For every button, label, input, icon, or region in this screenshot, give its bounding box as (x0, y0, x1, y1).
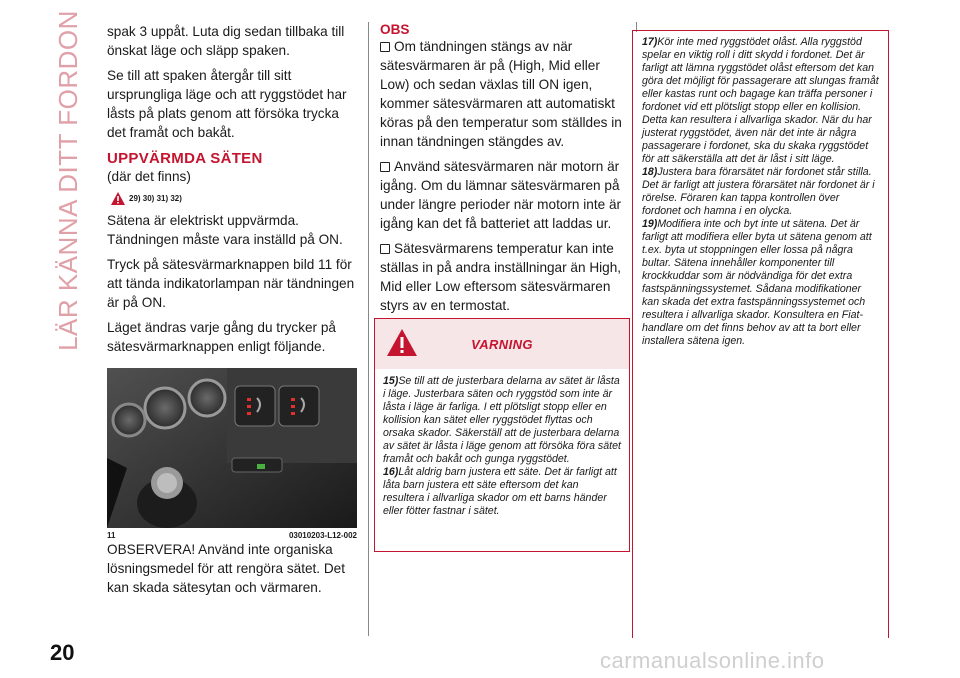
right-column (642, 36, 880, 348)
checkbox-bullet-icon (380, 42, 390, 52)
left-column (107, 22, 357, 603)
warning-title: VARNING (471, 336, 533, 352)
paragraph: Läget ändras varje gång du trycker på sätesvärmarknappen enligt följande. (107, 320, 336, 354)
warning-triangle-icon (387, 329, 417, 356)
paragraph: Sätena är elektriskt uppvärmda. Tändningen måste vara inställd på ON. (107, 213, 343, 247)
figure-caption (107, 531, 357, 540)
paragraph: spak 3 uppåt. Luta dig sedan tillbaka till önskat läge och släpp spaken. (107, 24, 345, 58)
middle-column (380, 22, 630, 321)
warning-item: 15)Se till att de justerbara delarna av sätet är låsta i läge. Justerbara säten och ryggstöd som inte är låsta i läge är farliga. I ett plötsligt stopp eller en kollision kan sätet eller ryggstödet flyttas och orsaka skador. Säkerställ att de justerbara delarna av sätet är låsta i läge genom att försöka föra sätet framåt och bakåt och gunga ryggstödet. (383, 375, 621, 465)
obs-bullet: Sätesvärmarens temperatur kan inte ställas in på andra inställningar än High, Mid eller Low eftersom sätesvärmaren styrs av en termostat. (380, 241, 622, 313)
section-heading: UPPVÄRMDA SÄTEN (107, 150, 263, 167)
section-subheading: (där det finns) (107, 169, 191, 184)
obs-bullet: Använd sätesvärmaren när motorn är igång. Om du lämnar sätesvärmaren på under längre perioder när motorn inte är igång kan det få batteriet att laddas ur. (380, 159, 622, 231)
checkbox-bullet-icon (380, 244, 390, 254)
watermark: carmanualsonline.info (600, 648, 825, 673)
chapter-side-title: LÄR KÄNNA DITT FORDON (52, 9, 83, 351)
warning-box (374, 318, 630, 552)
checkbox-bullet-icon (380, 162, 390, 172)
warning-item: 18)Justera bara förarsätet när fordonet står stilla. Det är farligt att justera förarsätet när fordonet är i rörelse. Föraren kan tappa kontrollen över fordonet och hamna i en olycka. (642, 166, 875, 217)
figure-number: 11 (107, 531, 116, 540)
obs-heading: OBS (380, 22, 410, 37)
warning-reference: 29) 30) 31) 32) (111, 192, 357, 205)
warning-item: 19)Modifiera inte och byt inte ut sätena. Det är farligt att modifiera eller byta ut sätena genom att t.ex. byta ut stoppningen eller lossa på några bultar. Sätena innehåller komponenter till krockkuddar som är nödvändiga för det extra fastspänningssystemet. Sådana modifikationer kan skada det extra fastspänningssystemet och resultera i allvarliga skador. Konsultera en Fiat-handlare om det finns behov av att ta bort eller installera sätena igen. (642, 218, 872, 347)
seat-heater-photo (107, 368, 357, 528)
warning-header (375, 319, 629, 369)
paragraph: Tryck på sätesvärmarknappen bild 11 för att tända indikatorlampan när tändningen är på ON. (107, 257, 355, 310)
note-paragraph: OBSERVERA! Använd inte organiska lösningsmedel för att rengöra sätet. Det kan skada sätesytan och värmaren. (107, 542, 346, 595)
warning-item: 16)Låt aldrig barn justera ett säte. Det är farligt att låta barn justera ett säte eftersom det kan resultera i allvarliga skador om ett barns händer eller fötter fastnar i sätet. (383, 466, 617, 517)
figure-code: 03010203-L12-002 (288, 531, 357, 540)
column-divider (368, 22, 369, 636)
warning-triangle-icon (111, 192, 125, 205)
page-number: 20 (50, 640, 75, 665)
paragraph: Se till att spaken återgår till sitt ursprungliga läge och att ryggstödet har låsts på plats genom att försöka trycka det framåt och bakåt. (107, 68, 347, 140)
obs-bullet: Om tändningen stängs av när sätesvärmaren är på (High, Mid eller Low) och sedan växlas till ON igen, kommer sätesvärmaren att automatiskt köras på den temperatur som ställdes in innan tändningen stängdes av. (380, 39, 622, 149)
warning-item: 17)Kör inte med ryggstödet olåst. Alla ryggstöd spelar en viktig roll i ditt skydd i fordonet. Det är farligt att lämna ryggstödet olåst eftersom det kan göra det möjligt för passagerare att slungas framåt eller kastas runt och bagage kan träffa personer i fordonet vid ett plötsligt stopp eller en kollision. Detta kan resultera i allvarliga skador. När du har justerat ryggstödet, även när det inte är några passagerare i fordonet, ska du skaka ryggstödet för att säkerställa att det är låst i sitt läge. (642, 36, 879, 165)
